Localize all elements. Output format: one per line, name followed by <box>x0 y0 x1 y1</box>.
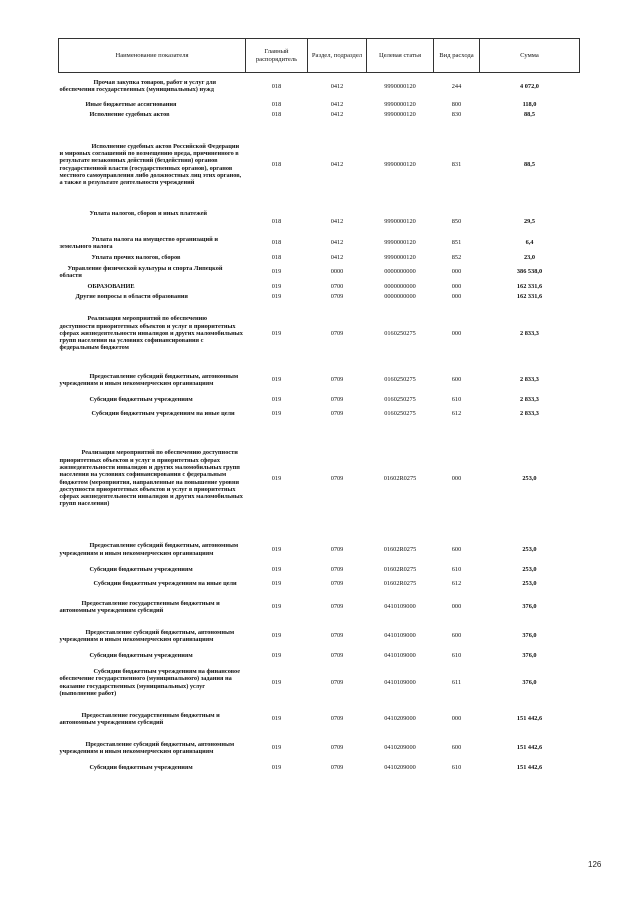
row-sum: 4 072,0 <box>520 82 539 90</box>
row-name <box>59 565 246 575</box>
row-cs: 01602R0275 <box>383 565 417 573</box>
row-name <box>59 395 246 405</box>
row-sum: 253,0 <box>522 545 537 553</box>
row-cs: 9990000120 <box>384 82 416 90</box>
header-cel: Целевая статья <box>367 39 434 73</box>
row-name-text: Субсидии бюджетным учреждениям на иные цели <box>93 579 237 587</box>
table-row <box>59 282 580 292</box>
row-name-text: Реализация мероприятий по обеспечению доступности приоритетных объектов и услуг в приоритетных сферах жизнедеятельности инвалидов и других маломобильных групп населения на условиях софинансирования с федеральным бюджетом <box>59 315 243 352</box>
row-sum: 376,0 <box>522 651 537 659</box>
row-sum: 376,0 <box>522 678 537 686</box>
row-gr: 018 <box>271 253 282 261</box>
row-cs: 0410209000 <box>384 715 416 723</box>
row-gr: 019 <box>271 603 282 611</box>
row-cs: 0410109000 <box>384 678 416 686</box>
row-cs: 0410209000 <box>384 763 416 771</box>
row-cs: 9990000120 <box>384 100 416 108</box>
table-row <box>59 651 580 661</box>
row-sum: 2 833,3 <box>520 395 539 403</box>
row-cs: 0160250275 <box>384 409 416 417</box>
row-rz: 0709 <box>330 292 344 300</box>
row-name-text: Субсидии бюджетным учреждениям <box>89 395 193 403</box>
page-number: 126 <box>588 860 602 869</box>
row-cs: 01602R0275 <box>383 474 417 482</box>
row-gr: 018 <box>271 100 282 108</box>
row-name <box>59 100 246 110</box>
row-gr: 019 <box>271 376 282 384</box>
row-vr: 000 <box>451 268 462 276</box>
row-vr: 600 <box>451 632 462 640</box>
row-vr: 610 <box>451 651 462 659</box>
table-row <box>59 366 580 395</box>
row-name <box>59 423 246 535</box>
table-row <box>59 110 580 120</box>
row-rz: 0709 <box>330 395 344 403</box>
row-cs: 0160250275 <box>384 376 416 384</box>
row-rz: 0709 <box>330 409 344 417</box>
row-rz: 0709 <box>330 715 344 723</box>
row-rz: 0412 <box>330 110 344 118</box>
row-rz: 0412 <box>330 82 344 90</box>
row-vr: 610 <box>451 395 462 403</box>
table-row <box>59 292 580 302</box>
row-sum: 23,0 <box>523 253 536 261</box>
row-name <box>59 763 246 773</box>
row-gr: 019 <box>271 744 282 752</box>
row-rz: 0709 <box>330 744 344 752</box>
row-name-text: Уплата прочих налогов, сборов <box>91 253 181 261</box>
row-name-text: Субсидии бюджетным учреждениям на финансовое обеспечение государственного (муниципального) задания на оказание государственных (муниципальных) услуг (выполнение работ) <box>59 667 241 697</box>
budget-table <box>58 38 580 773</box>
row-vr: 244 <box>451 82 462 90</box>
table-row <box>59 734 580 763</box>
row-sum: 118,0 <box>522 100 537 108</box>
row-cs: 0410109000 <box>384 603 416 611</box>
row-sum: 88,5 <box>523 160 536 168</box>
table-row <box>59 120 580 210</box>
row-sum: 253,0 <box>522 565 537 573</box>
row-gr: 019 <box>271 282 282 290</box>
table-row <box>59 565 580 575</box>
row-rz: 0709 <box>330 579 344 587</box>
row-gr: 018 <box>271 110 282 118</box>
row-name <box>59 234 246 253</box>
table-row <box>59 763 580 773</box>
table-row <box>59 622 580 651</box>
row-gr: 018 <box>271 217 282 225</box>
header-razdel: Раздел, подраздел <box>308 39 367 73</box>
row-name-text: Предоставление субсидий бюджетным, автономным учреждениям и иным некоммерческим организациям <box>59 542 239 557</box>
row-vr: 000 <box>451 715 462 723</box>
row-vr: 850 <box>451 217 462 225</box>
table-row <box>59 253 580 263</box>
row-sum: 29,5 <box>523 217 536 225</box>
row-gr: 019 <box>271 268 282 276</box>
header-summa: Сумма <box>480 39 580 73</box>
row-name <box>59 120 246 210</box>
header-name: Наименование показателя <box>59 39 246 73</box>
row-sum: 151 442,6 <box>516 715 543 723</box>
row-rz: 0709 <box>330 376 344 384</box>
row-vr: 000 <box>451 329 462 337</box>
row-vr: 800 <box>451 100 462 108</box>
row-gr: 019 <box>271 715 282 723</box>
row-cs: 0000000000 <box>384 292 416 300</box>
row-name-text: Уплата налога на имущество организаций и земельного налога <box>59 235 218 250</box>
row-rz: 0709 <box>330 474 344 482</box>
row-sum: 2 833,3 <box>520 376 539 384</box>
table-row <box>59 423 580 535</box>
row-name-text: Субсидии бюджетным учреждениям <box>89 565 193 573</box>
header-vid: Вид расхода <box>434 39 480 73</box>
row-name-text: Субсидии бюджетным учреждениям <box>89 763 193 771</box>
row-name-text: Предоставление государственным бюджетным и автономным учреждениям субсидий <box>59 711 220 726</box>
row-name <box>59 302 246 366</box>
row-sum: 376,0 <box>522 603 537 611</box>
row-vr: 830 <box>451 110 462 118</box>
row-cs: 9990000120 <box>384 217 416 225</box>
table-header-row <box>59 39 580 73</box>
table-row <box>59 263 580 282</box>
row-cs: 0160250275 <box>384 329 416 337</box>
budget-table-sheet <box>58 38 579 773</box>
table-row <box>59 661 580 705</box>
row-cs: 9990000120 <box>384 160 416 168</box>
row-vr: 610 <box>451 565 462 573</box>
row-vr: 000 <box>451 292 462 300</box>
row-vr: 000 <box>451 474 462 482</box>
row-name-text: Реализация мероприятий по обеспечению доступности приоритетных объектов и услуг в приоритетных сферах жизнедеятельности инвалидов и других маломобильных групп населения на условиях софинансирования с федеральным бюджетом (мероприятия, направленные на повышение уровня доступности приоритетных объектов и услуг в приоритетных сферах жизнедеятельности инвалидов и других маломобильных групп населения) <box>59 449 243 508</box>
row-rz: 0709 <box>330 651 344 659</box>
row-rz: 0412 <box>330 239 344 247</box>
row-name <box>59 366 246 395</box>
row-sum: 151 442,6 <box>516 763 543 771</box>
table-row <box>59 302 580 366</box>
row-rz: 0709 <box>330 763 344 771</box>
row-sum: 88,5 <box>523 110 536 118</box>
row-vr: 600 <box>451 545 462 553</box>
row-name <box>59 110 246 120</box>
row-cs: 01602R0275 <box>383 545 417 553</box>
row-cs: 9990000120 <box>384 253 416 261</box>
row-gr: 019 <box>271 474 282 482</box>
row-gr: 019 <box>271 329 282 337</box>
row-sum: 253,0 <box>522 474 537 482</box>
row-sum: 151 442,6 <box>516 744 543 752</box>
table-row <box>59 535 580 565</box>
row-rz: 0709 <box>330 603 344 611</box>
row-rz: 0000 <box>330 268 344 276</box>
row-name <box>59 661 246 705</box>
row-vr: 600 <box>451 744 462 752</box>
row-rz: 0412 <box>330 217 344 225</box>
table-row <box>59 575 580 593</box>
row-vr: 610 <box>451 763 462 771</box>
row-name-text: ОБРАЗОВАНИЕ <box>87 282 135 290</box>
table-row <box>59 593 580 622</box>
row-name <box>59 575 246 593</box>
row-rz: 0412 <box>330 160 344 168</box>
row-cs: 0410109000 <box>384 632 416 640</box>
row-name-text: Субсидии бюджетным учреждениям <box>89 651 193 659</box>
row-name <box>59 535 246 565</box>
row-name <box>59 253 246 263</box>
row-name <box>59 622 246 651</box>
row-cs: 01602R0275 <box>383 579 417 587</box>
row-name <box>59 282 246 292</box>
row-name <box>59 734 246 763</box>
row-vr: 831 <box>451 160 462 168</box>
row-name-text: Предоставление субсидий бюджетным, автономным учреждениям и иным некоммерческим организациям <box>59 372 239 387</box>
row-rz: 0709 <box>330 678 344 686</box>
row-name-text: Другие вопросы в области образования <box>75 292 188 300</box>
row-cs: 0410209000 <box>384 744 416 752</box>
row-cs: 0000000000 <box>384 282 416 290</box>
row-name <box>59 651 246 661</box>
row-vr: 000 <box>451 603 462 611</box>
row-gr: 019 <box>271 678 282 686</box>
row-sum: 253,0 <box>522 579 537 587</box>
row-gr: 018 <box>271 239 282 247</box>
row-name-text: Исполнение судебных актов <box>89 110 170 118</box>
table-row <box>59 234 580 253</box>
row-rz: 0700 <box>330 282 344 290</box>
row-sum: 162 331,6 <box>516 282 543 290</box>
row-sum: 376,0 <box>522 632 537 640</box>
row-gr: 019 <box>271 579 282 587</box>
row-name-text: Исполнение судебных актов Российской Федерации и мировых соглашений по возмещению вреда, причиненного в результате незаконных действий (бездействия) органов государственной власти (государственных органов), органов местного самоуправления либо должностных лиц этих органов, а также в результате деятельности учреждений <box>59 142 242 187</box>
row-name <box>59 405 246 423</box>
row-rz: 0412 <box>330 100 344 108</box>
row-name <box>59 263 246 282</box>
row-gr: 019 <box>271 632 282 640</box>
table-body <box>59 73 580 773</box>
row-gr: 018 <box>271 160 282 168</box>
row-name <box>59 292 246 302</box>
row-vr: 612 <box>451 579 462 587</box>
row-sum: 386 538,0 <box>516 268 543 276</box>
table-row <box>59 705 580 734</box>
row-sum: 2 833,3 <box>520 409 539 417</box>
row-gr: 018 <box>271 82 282 90</box>
row-gr: 019 <box>271 565 282 573</box>
row-rz: 0709 <box>330 565 344 573</box>
row-vr: 600 <box>451 376 462 384</box>
row-vr: 611 <box>451 678 462 686</box>
row-cs: 9990000120 <box>384 110 416 118</box>
row-rz: 0709 <box>330 329 344 337</box>
row-vr: 612 <box>451 409 462 417</box>
row-name <box>59 73 246 100</box>
header-glavny: Главный распорядитель <box>246 39 308 73</box>
row-name <box>59 705 246 734</box>
row-gr: 019 <box>271 545 282 553</box>
row-gr: 019 <box>271 292 282 300</box>
row-gr: 019 <box>271 395 282 403</box>
row-name-text: Уплата налогов, сборов и иных платежей <box>89 209 207 217</box>
row-rz: 0412 <box>330 253 344 261</box>
row-name-text: Иные бюджетные ассигнования <box>85 100 177 108</box>
row-cs: 0410109000 <box>384 651 416 659</box>
row-gr: 019 <box>271 409 282 417</box>
row-name-text: Субсидии бюджетным учреждениям на иные цели <box>91 409 235 417</box>
row-gr: 019 <box>271 651 282 659</box>
row-gr: 019 <box>271 763 282 771</box>
table-row <box>59 100 580 110</box>
row-vr: 852 <box>451 253 462 261</box>
row-name <box>59 593 246 622</box>
table-row <box>59 405 580 423</box>
row-rz: 0709 <box>330 545 344 553</box>
row-name-text: Управление физической культуры и спорта Липецкой области <box>59 264 223 279</box>
row-name <box>59 210 246 234</box>
table-row <box>59 210 580 234</box>
row-name-text: Предоставление субсидий бюджетным, автономным учреждениям и иным некоммерческим организациям <box>59 628 235 643</box>
row-sum: 2 833,3 <box>520 329 539 337</box>
row-cs: 0000000000 <box>384 268 416 276</box>
table-row <box>59 395 580 405</box>
row-name-text: Предоставление государственным бюджетным и автономным учреждениям субсидий <box>59 599 220 614</box>
row-name-text: Прочая закупка товаров, работ и услуг для обеспечения государственных (муниципальных) нужд <box>59 78 217 94</box>
row-vr: 851 <box>451 239 462 247</box>
row-rz: 0709 <box>330 632 344 640</box>
row-name-text: Предоставление субсидий бюджетным, автономным учреждениям и иным некоммерческим организациям <box>59 740 235 755</box>
row-cs: 9990000120 <box>384 239 416 247</box>
row-vr: 000 <box>451 282 462 290</box>
row-cs: 0160250275 <box>384 395 416 403</box>
row-sum: 6,4 <box>525 239 534 247</box>
table-row <box>59 73 580 100</box>
row-sum: 162 331,6 <box>516 292 543 300</box>
